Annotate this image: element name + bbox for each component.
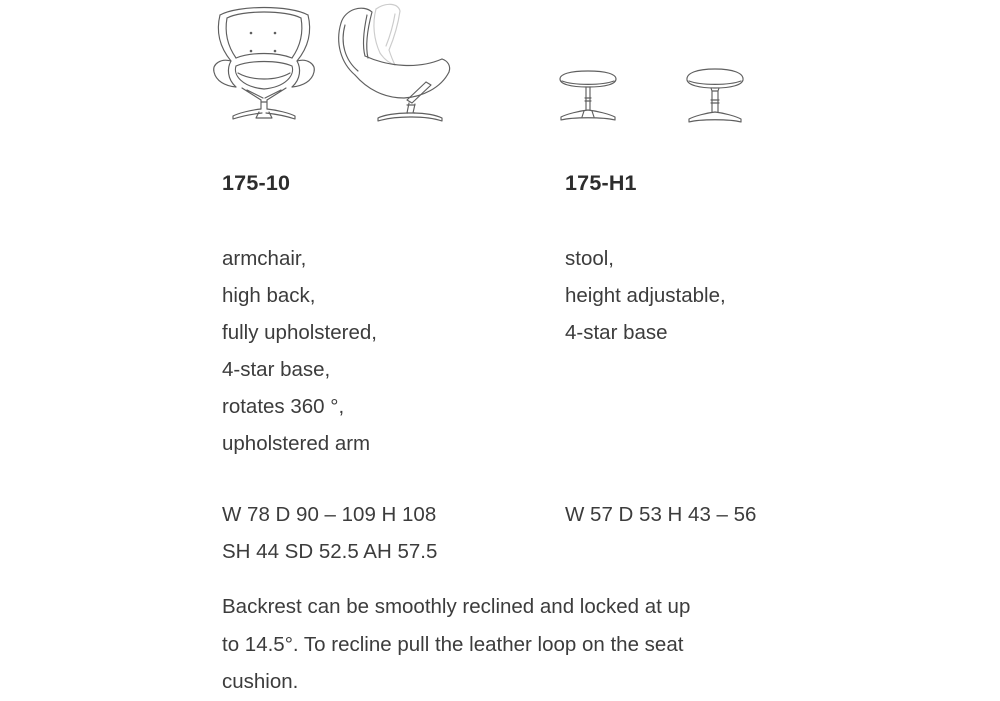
armchair-dimensions [222,496,437,570]
recline-footnote [222,588,690,701]
description-line: armchair, [222,247,307,270]
armchair-seat-cushion [235,62,292,90]
armchair-star-base [233,88,295,119]
armchair-side-view-drawing [334,0,458,124]
stool-cushion [560,71,616,87]
description-line: 4-star base, [222,358,331,381]
stool-star-base [561,110,615,120]
description-line: high back, [222,284,316,307]
description-line: rotates 360 °, [222,395,345,418]
stool-side-view-drawing [684,68,746,126]
stool-column [585,87,591,110]
armchair-arms [214,60,315,87]
stool-dimensions [565,496,756,533]
footnote-line: to 14.5°. To recline pull the leather loop on the seat [222,632,684,656]
footnote-line: Backrest can be smoothly reclined and locked at up [222,595,691,618]
stool-description [565,240,726,351]
description-line: height adjustable, [565,284,726,307]
description-line: 4-star base [565,321,668,344]
stool-front-view-drawing [556,70,620,124]
armchair-front-view-drawing [206,2,322,122]
model-number-armchair: 175-10 [222,171,291,195]
footnote-line: cushion. [222,670,299,693]
description-line: fully upholstered, [222,321,377,344]
armchair-backrest [218,8,309,62]
stool-column [711,88,719,112]
model-number-stool: 175-H1 [565,171,637,195]
dimensions-line: W 57 D 53 H 43 – 56 [565,503,757,526]
stool-cushion [687,69,743,88]
dimensions-line: W 78 D 90 – 109 H 108 [222,503,437,526]
dimensions-line: SH 44 SD 52.5 AH 57.5 [222,540,438,563]
armchair-description [222,240,377,462]
armchair-upright-ghost-outline [374,4,400,65]
description-line: upholstered arm [222,432,371,455]
stool-star-base [689,112,741,122]
armchair-side-star-base [378,82,442,121]
armchair-reclined-profile [339,8,450,98]
description-line: stool, [565,247,614,270]
